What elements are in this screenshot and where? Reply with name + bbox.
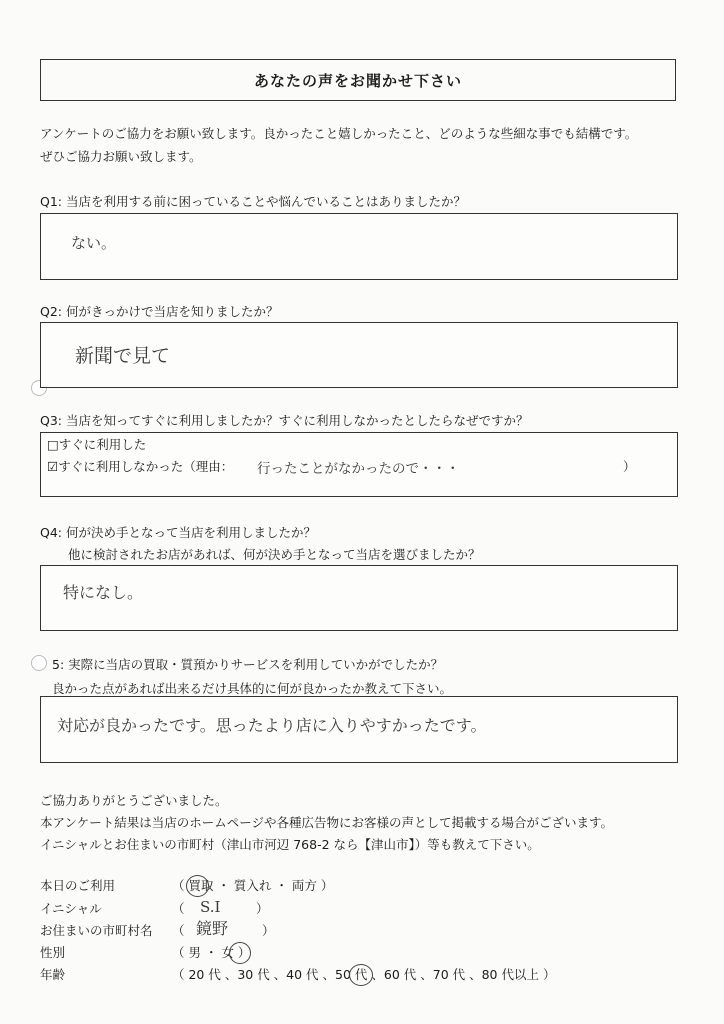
survey-title: あなたの声をお聞かせ下さい bbox=[40, 59, 676, 101]
initial-close: ） bbox=[256, 901, 269, 916]
initial-value[interactable]: S.I bbox=[200, 898, 221, 916]
q2-answer-box[interactable] bbox=[40, 322, 678, 388]
q2-answer: 新聞で見て bbox=[75, 345, 171, 367]
city-open: （ bbox=[172, 923, 185, 938]
q1-question: Q1: 当店を利用する前に困っていることや悩んでいることはありましたか？ bbox=[40, 194, 466, 209]
gender-options[interactable]: （ 男 ・ 女 ） bbox=[172, 945, 251, 960]
q3-question: Q3: 当店を知ってすぐに利用しましたか？すぐに利用しなかったとしたらなぜですか？ bbox=[40, 413, 529, 428]
q4-answer: 特になし。 bbox=[63, 583, 144, 602]
closing-notice: 本アンケート結果は当店のホームページや各種広告物にお客様の声として掲載する場合がございます。 bbox=[40, 815, 614, 830]
q4-answer-box[interactable] bbox=[40, 565, 678, 631]
usage-label: 本日のご利用 bbox=[40, 878, 116, 893]
intro-line-1: アンケートのご協力をお願い致します。良かったこと嬉しかったこと、どのような些細な事でも結構です。 bbox=[40, 126, 638, 141]
q1-answer-box[interactable] bbox=[40, 213, 678, 280]
q4-question: Q4: 何が決め手となって当店を利用しましたか？ bbox=[40, 525, 316, 540]
initial-open: （ bbox=[172, 901, 185, 916]
q3-option-used-immediately[interactable]: □すぐに利用した bbox=[47, 437, 147, 452]
intro-line-2: ぜひご協力お願い致します。 bbox=[40, 149, 202, 164]
q4-question-2: 他に検討されたお店があれば、何が決め手となって当店を選びましたか？ bbox=[68, 547, 481, 562]
q3-answer-box[interactable] bbox=[40, 432, 678, 497]
q5-answer-box[interactable] bbox=[40, 696, 678, 763]
q5-question: 5: 実際に当店の買取・質預かりサービスを利用していかがでしたか？ bbox=[52, 657, 444, 672]
age-options[interactable]: （ 20 代 、30 代 、40 代 、50 代 、60 代 、70 代 、80 代以上 ） bbox=[172, 967, 556, 982]
punch-hole-bottom bbox=[31, 655, 47, 671]
q3-option-not-used-immediately[interactable]: ☑すぐに利用しなかった（理由： bbox=[47, 459, 234, 474]
q3-reason-close: ） bbox=[623, 459, 636, 474]
usage-selected-circle bbox=[186, 875, 209, 897]
q3-reason: 行ったことがなかったので・・・ bbox=[257, 461, 460, 477]
q5-answer: 対応が良かったです。思ったより店に入りやすかったです。 bbox=[57, 716, 487, 735]
usage-options[interactable]: （ 買取 ・ 質入れ ・ 両方 ） bbox=[172, 878, 334, 893]
city-value[interactable]: 鏡野 bbox=[196, 919, 229, 938]
closing-thanks: ご協力ありがとうございました。 bbox=[40, 793, 228, 808]
city-label: お住まいの市町村名 bbox=[40, 923, 153, 938]
q2-question: Q2: 何がきっかけで当店を知りましたか？ bbox=[40, 304, 279, 319]
gender-selected-circle bbox=[229, 942, 251, 964]
q1-answer: ない。 bbox=[71, 234, 117, 252]
gender-label: 性別 bbox=[40, 945, 66, 960]
age-label: 年齢 bbox=[40, 967, 66, 982]
initial-label: イニシャル bbox=[40, 901, 102, 916]
q5-question-2: 良かった点があれば出来るだけ具体的に何が良かったか教えて下さい。 bbox=[52, 681, 453, 696]
city-close: ） bbox=[262, 923, 275, 938]
closing-request: イニシャルとお住まいの市町村（津山市河辺 768-2 なら【津山市】）等も教えて下さい。 bbox=[40, 837, 540, 852]
age-selected-circle bbox=[349, 964, 373, 986]
